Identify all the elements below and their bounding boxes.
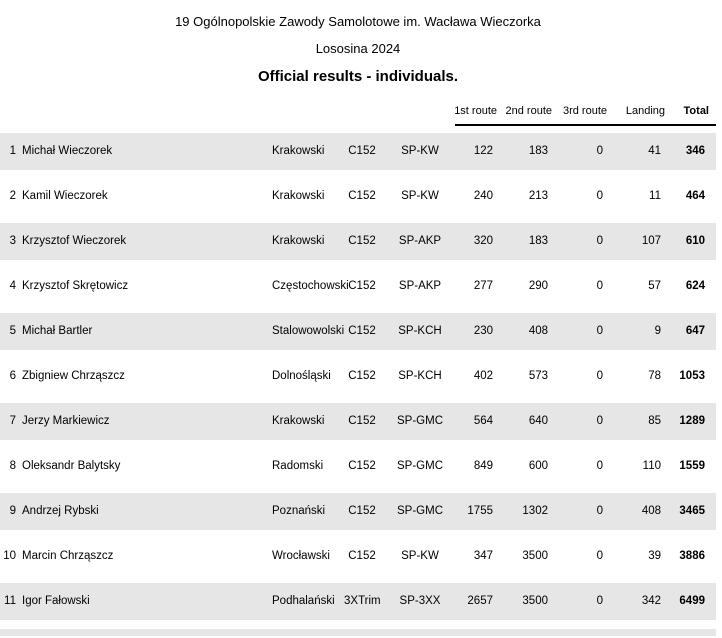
region-cell: Krakowski (272, 415, 325, 427)
table-row (0, 268, 716, 305)
pilot-name-cell: Michał Wieczorek (22, 145, 113, 157)
route1-score-cell: 564 (473, 415, 493, 427)
registration-cell: SP-AKP (398, 235, 442, 247)
rank-cell: 2 (9, 190, 16, 202)
aircraft-type-cell: 3XTrim (344, 595, 381, 607)
route1-score-cell: 2657 (467, 595, 493, 607)
landing-score-cell: 57 (648, 280, 661, 292)
total-score-cell: 1053 (679, 370, 705, 382)
aircraft-type-cell: C152 (348, 280, 376, 292)
registration-cell: SP-KW (401, 550, 439, 562)
route1-score-cell: 277 (473, 280, 493, 292)
route2-score-cell: 213 (528, 190, 548, 202)
rank-cell: 4 (9, 280, 16, 292)
landing-score-cell: 39 (648, 550, 661, 562)
route3-score-cell: 0 (596, 190, 603, 202)
route1-score-cell: 240 (473, 190, 493, 202)
region-cell: Krakowski (272, 190, 325, 202)
route2-score-cell: 640 (528, 415, 548, 427)
row-right-padding (705, 403, 716, 440)
region-cell: Stalowowolski (272, 325, 345, 337)
table-row (0, 223, 716, 260)
pilot-name-cell: Michał Bartler (22, 325, 93, 337)
total-score-cell: 647 (685, 325, 705, 337)
col-header-3rd-route: 3rd route (562, 105, 607, 117)
aircraft-type-cell: C152 (348, 145, 376, 157)
pilot-name-cell: Krzysztof Wieczorek (22, 235, 127, 247)
registration-cell: SP-AKP (398, 280, 442, 292)
region-cell: Krakowski (272, 145, 325, 157)
col-header-2nd-route: 2nd route (505, 105, 552, 117)
route2-score-cell: 3500 (522, 550, 548, 562)
route1-score-cell: 402 (473, 370, 493, 382)
registration-cell: SP-KCH (398, 370, 442, 382)
table-row (0, 448, 716, 485)
landing-score-cell: 41 (648, 145, 661, 157)
table-row (0, 313, 716, 350)
row-right-padding (705, 223, 716, 260)
table-row (0, 133, 716, 170)
table-row (0, 178, 716, 215)
row-right-padding (705, 268, 716, 305)
region-cell: Częstochowski (272, 280, 349, 292)
pilot-name-cell: Oleksandr Balytsky (22, 460, 121, 472)
col-header-total: Total (683, 105, 709, 117)
row-right-padding (705, 358, 716, 395)
route3-score-cell: 0 (596, 325, 603, 337)
competition-title: 19 Ogólnopolskie Zawody Samolotowe im. Wacława Wieczorka (175, 14, 541, 29)
total-score-cell: 1289 (679, 415, 705, 427)
route3-score-cell: 0 (596, 280, 603, 292)
region-cell: Poznański (272, 505, 326, 517)
pilot-name-cell: Krzysztof Skrętowicz (22, 280, 129, 292)
pilot-name-cell: Zbigniew Chrząszcz (22, 370, 125, 382)
landing-score-cell: 408 (641, 505, 661, 517)
aircraft-type-cell: C152 (348, 460, 376, 472)
pilot-name-cell: Igor Fałowski (22, 595, 90, 607)
route2-score-cell: 183 (528, 235, 548, 247)
region-cell: Krakowski (272, 235, 325, 247)
landing-score-cell: 85 (648, 415, 661, 427)
region-cell: Dolnośląski (272, 370, 331, 382)
route2-score-cell: 408 (528, 325, 548, 337)
landing-score-cell: 11 (649, 190, 661, 202)
region-cell: Wrocławski (272, 550, 330, 562)
aircraft-type-cell: C152 (348, 550, 376, 562)
total-score-cell: 1559 (679, 460, 705, 472)
landing-score-cell: 342 (641, 595, 661, 607)
route1-score-cell: 347 (473, 550, 493, 562)
route3-score-cell: 0 (596, 595, 603, 607)
region-cell: Radomski (272, 460, 324, 472)
table-row (0, 493, 716, 530)
rank-cell: 10 (3, 550, 16, 562)
registration-cell: SP-GMC (397, 415, 443, 427)
pilot-name-cell: Jerzy Markiewicz (22, 415, 110, 427)
registration-cell: SP-3XX (399, 595, 441, 607)
table-row (0, 403, 716, 440)
route3-score-cell: 0 (596, 460, 603, 472)
route3-score-cell: 0 (596, 370, 603, 382)
pilot-name-cell: Marcin Chrząszcz (22, 550, 114, 562)
route1-score-cell: 1755 (467, 505, 493, 517)
landing-score-cell: 9 (654, 325, 661, 337)
aircraft-type-cell: C152 (348, 325, 376, 337)
total-score-cell: 624 (685, 280, 705, 292)
row-right-padding (705, 583, 716, 620)
pilot-name-cell: Andrzej Rybski (22, 505, 99, 517)
route3-score-cell: 0 (596, 550, 603, 562)
registration-cell: SP-KW (401, 145, 439, 157)
registration-cell: SP-KCH (398, 325, 442, 337)
landing-score-cell: 107 (641, 235, 661, 247)
registration-cell: SP-GMC (397, 505, 443, 517)
rank-cell: 5 (9, 325, 16, 337)
rank-cell: 6 (9, 370, 16, 382)
route1-score-cell: 849 (473, 460, 493, 472)
route3-score-cell: 0 (596, 415, 603, 427)
landing-score-cell: 78 (648, 370, 661, 382)
rank-cell: 11 (4, 595, 16, 607)
route1-score-cell: 122 (473, 145, 493, 157)
route3-score-cell: 0 (596, 145, 603, 157)
total-score-cell: 6499 (679, 595, 705, 607)
route2-score-cell: 600 (528, 460, 548, 472)
rank-cell: 1 (9, 145, 16, 157)
rank-cell: 7 (9, 415, 16, 427)
route2-score-cell: 573 (528, 370, 548, 382)
table-row (0, 583, 716, 620)
table-row (0, 538, 716, 575)
total-score-cell: 610 (685, 235, 705, 247)
aircraft-type-cell: C152 (348, 415, 376, 427)
pilot-name-cell: Kamil Wieczorek (22, 190, 108, 202)
event-location-year: Lososina 2024 (315, 41, 401, 56)
total-score-cell: 3465 (679, 505, 705, 517)
route1-score-cell: 230 (473, 325, 493, 337)
route1-score-cell: 320 (473, 235, 493, 247)
row-right-padding (705, 493, 716, 530)
aircraft-type-cell: C152 (348, 235, 376, 247)
route2-score-cell: 3500 (522, 595, 548, 607)
row-right-padding (705, 313, 716, 350)
landing-score-cell: 110 (642, 460, 661, 472)
rank-cell: 8 (9, 460, 16, 472)
row-right-padding (705, 538, 716, 575)
route3-score-cell: 0 (596, 235, 603, 247)
rank-cell: 3 (9, 235, 16, 247)
results-table-body (0, 133, 716, 628)
col-header-1st-route: 1st route (454, 105, 497, 117)
route2-score-cell: 183 (528, 145, 548, 157)
total-score-cell: 346 (685, 145, 705, 157)
route2-score-cell: 290 (528, 280, 548, 292)
aircraft-type-cell: C152 (348, 190, 376, 202)
row-right-padding (705, 178, 716, 215)
results-section-title: Official results - individuals. (257, 68, 459, 85)
aircraft-type-cell: C152 (348, 505, 376, 517)
row-right-padding (705, 448, 716, 485)
aircraft-type-cell: C152 (348, 370, 376, 382)
partial-next-row-strip (0, 629, 716, 636)
route3-score-cell: 0 (596, 505, 603, 517)
table-row (0, 358, 716, 395)
route2-score-cell: 1302 (522, 505, 548, 517)
region-cell: Podhalański (272, 595, 335, 607)
row-right-padding (705, 133, 716, 170)
registration-cell: SP-KW (401, 190, 439, 202)
col-header-landing: Landing (625, 105, 665, 117)
header-underline (455, 124, 716, 126)
total-score-cell: 3886 (679, 550, 705, 562)
registration-cell: SP-GMC (397, 460, 443, 472)
table-column-headers (4, 100, 720, 122)
rank-cell: 9 (9, 505, 16, 517)
total-score-cell: 464 (685, 190, 705, 202)
